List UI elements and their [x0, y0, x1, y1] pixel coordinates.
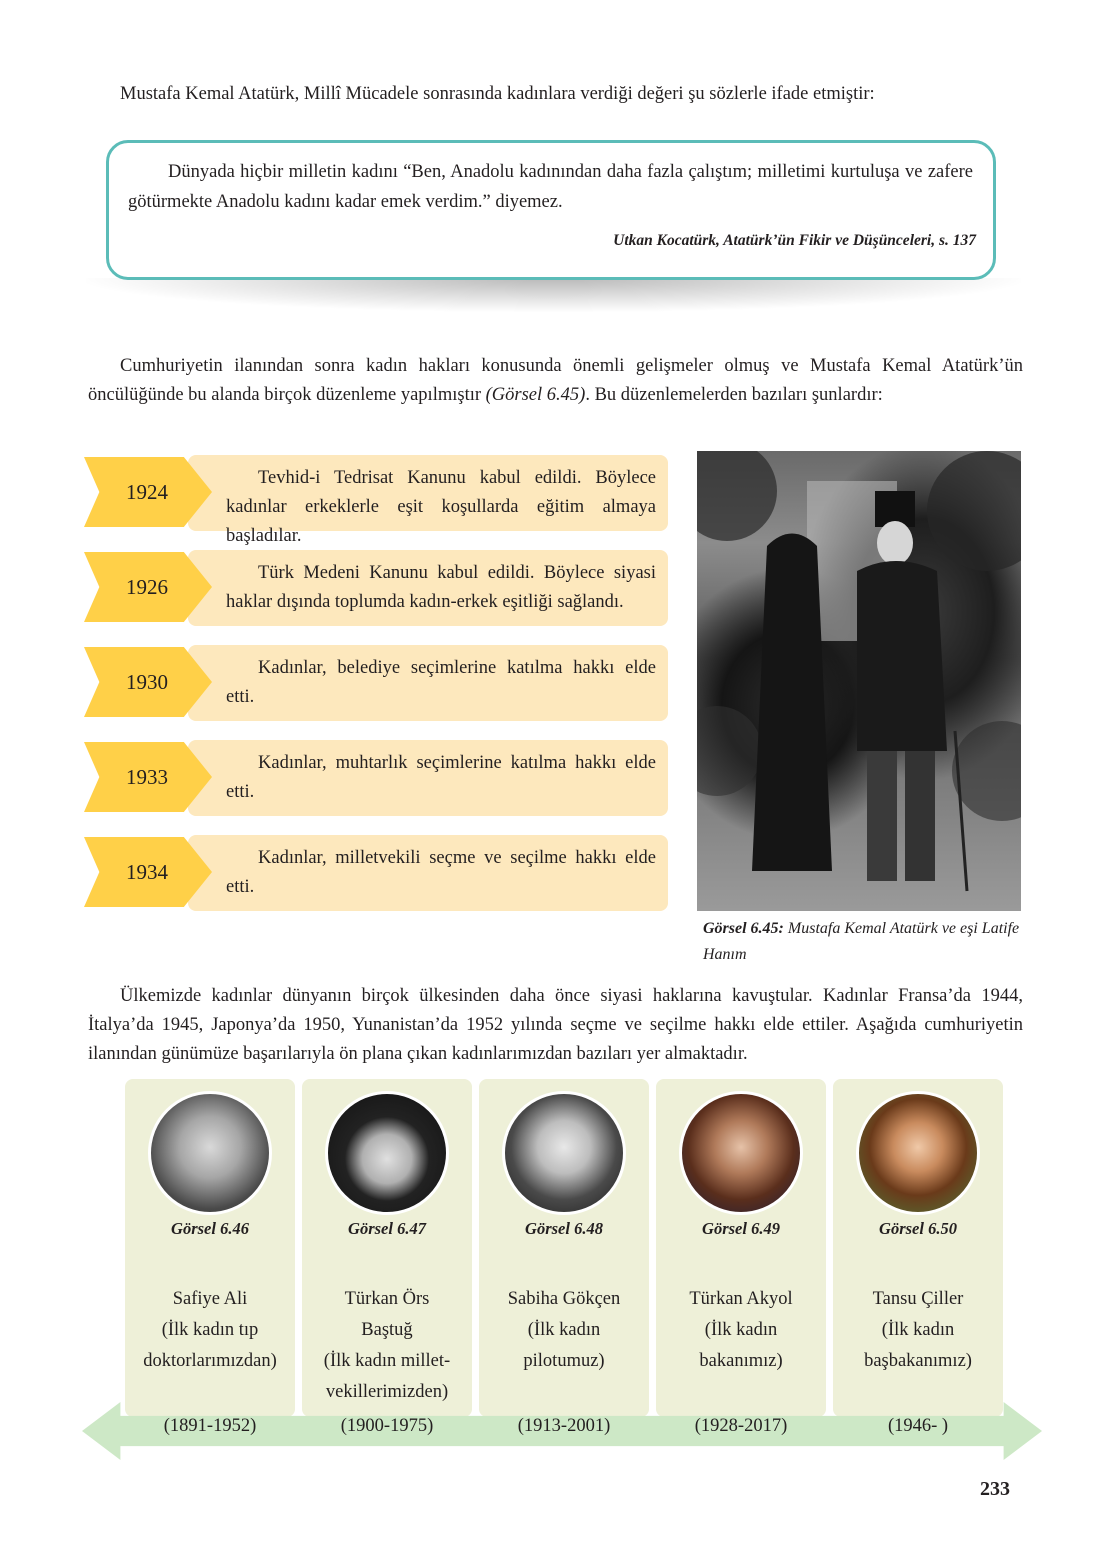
description-line: Sabiha Gökçen	[507, 1289, 621, 1309]
woman-description	[129, 1284, 291, 1377]
woman-description	[660, 1284, 822, 1377]
timeline-text: Kadınlar, milletvekili seçme ve seçilme hakkı elde etti.	[226, 848, 656, 897]
portrait-photo	[325, 1091, 449, 1215]
timeline-item	[84, 835, 669, 913]
timeline-text: Kadınlar, belediye seçimlerine katılma hakkı elde etti.	[226, 658, 656, 707]
quote-source: Utkan Kocatürk, Atatürk’ün Fikir ve Düşünceleri, s. 137	[613, 232, 976, 249]
figure-label: Görsel 6.47	[348, 1219, 426, 1238]
timeline-year: 1933	[126, 764, 168, 789]
portrait-photo	[502, 1091, 626, 1215]
description-line: vekillerimizden)	[325, 1382, 449, 1402]
quote-shadow	[86, 278, 1021, 312]
ulkemizde-paragraph: Ülkemizde kadınlar dünyanın birçok ülkesinden daha önce siyasi haklarına kavuştular. Kadınlar Fransa’da 1944, İtalya’da 1945, Japonya’da 1950, Yunanistan’da 1952 yılında seçme ve seçilme hakkı elde ettiler. Aşağıda cumhuriyetin ilanından günümüze başarılarıyla ön plana çıkan kadınlarımızdan bazıları yer almaktadır.	[88, 986, 1023, 1064]
woman-description	[306, 1284, 468, 1408]
timeline-text: Türk Medeni Kanunu kabul edildi. Böylece siyasi haklar dışında toplumda kadın-erkek eşitliği sağlandı.	[226, 563, 656, 612]
timeline-item	[84, 455, 669, 546]
lifespan-dates: (1891-1952)	[163, 1416, 257, 1436]
ataturk-photo	[697, 451, 1021, 911]
description-line: bakanımız)	[699, 1351, 783, 1371]
woman-description	[483, 1284, 645, 1377]
timeline-year: 1926	[126, 574, 168, 599]
woman-card	[656, 1079, 826, 1417]
photo-caption	[703, 916, 1023, 968]
portrait-photo	[856, 1091, 980, 1215]
description-line: doktorlarımızdan)	[143, 1351, 277, 1371]
timeline-item	[84, 550, 669, 628]
timeline-year: 1934	[126, 859, 168, 884]
description-line: Baştuğ	[361, 1320, 413, 1340]
figure-label: Görsel 6.49	[702, 1219, 780, 1238]
figure-label: Görsel 6.46	[171, 1219, 249, 1238]
timeline-item	[84, 645, 669, 723]
portrait-photo	[148, 1091, 272, 1215]
woman-description	[837, 1284, 999, 1377]
woman-card	[479, 1079, 649, 1417]
timeline-year: 1924	[126, 479, 168, 504]
description-line: (İlk kadın	[704, 1320, 778, 1340]
description-line: (İlk kadın tıp	[161, 1320, 259, 1340]
page-number: 233	[980, 1478, 1010, 1500]
cumhuriyet-text-after: . Bu düzenlemelerden bazıları şunlardır:	[585, 385, 883, 405]
description-line: Tansu Çiller	[872, 1289, 964, 1309]
intro-paragraph: Mustafa Kemal Atatürk, Millî Mücadele sonrasında kadınlara verdiği değeri şu sözlerle ifade etmiştir:	[120, 84, 875, 104]
portrait-photo	[679, 1091, 803, 1215]
figure-reference: (Görsel 6.45)	[485, 385, 586, 405]
quote-text: Dünyada hiçbir milletin kadını “Ben, Anadolu kadınından daha fazla çalıştım; milletimi kurtuluşa ve zafere götürmekte Anadolu kadını kadar emek verdim.” diyemez.	[128, 162, 973, 212]
woman-card	[833, 1079, 1003, 1417]
figure-label: Görsel 6.50	[879, 1219, 957, 1238]
figure-label: Görsel 6.48	[525, 1219, 603, 1238]
description-line: Safiye Ali	[172, 1289, 248, 1309]
lifespan-dates: (1928-2017)	[694, 1416, 788, 1436]
caption-text: Mustafa Kemal Atatürk ve eşi Latife Hanım	[703, 920, 1020, 963]
description-line: (İlk kadın millet-	[323, 1351, 451, 1371]
caption-label: Görsel 6.45:	[703, 920, 784, 937]
timeline-item	[84, 740, 669, 818]
woman-card	[302, 1079, 472, 1417]
lifespan-dates: (1946- )	[887, 1416, 949, 1436]
timeline-text: Tevhid-i Tedrisat Kanunu kabul edildi. Böylece kadınlar erkeklerle eşit koşullarda eğitim almaya başladılar.	[226, 468, 656, 546]
description-line: (İlk kadın	[527, 1320, 601, 1340]
lifespan-dates: (1913-2001)	[517, 1416, 611, 1436]
description-line: başbakanımız)	[864, 1351, 972, 1371]
description-line: (İlk kadın	[881, 1320, 955, 1340]
woman-card	[125, 1079, 295, 1417]
cumhuriyet-text: Cumhuriyetin ilanından sonra kadın hakları konusunda önemli gelişmeler olmuş ve Mustafa Kemal Atatürk’ün öncülüğünde bu alanda birçok düzenleme yapılmıştır	[88, 356, 1023, 405]
timeline-year: 1930	[126, 669, 168, 694]
description-line: Türkan Akyol	[689, 1289, 793, 1309]
description-line: pilotumuz)	[523, 1351, 605, 1371]
lifespan-dates: (1900-1975)	[340, 1416, 434, 1436]
cumhuriyet-paragraph	[88, 352, 1023, 410]
description-line: Türkan Örs	[344, 1289, 430, 1309]
photo-illustration	[697, 451, 1021, 911]
timeline-text: Kadınlar, muhtarlık seçimlerine katılma hakkı elde etti.	[226, 753, 656, 802]
